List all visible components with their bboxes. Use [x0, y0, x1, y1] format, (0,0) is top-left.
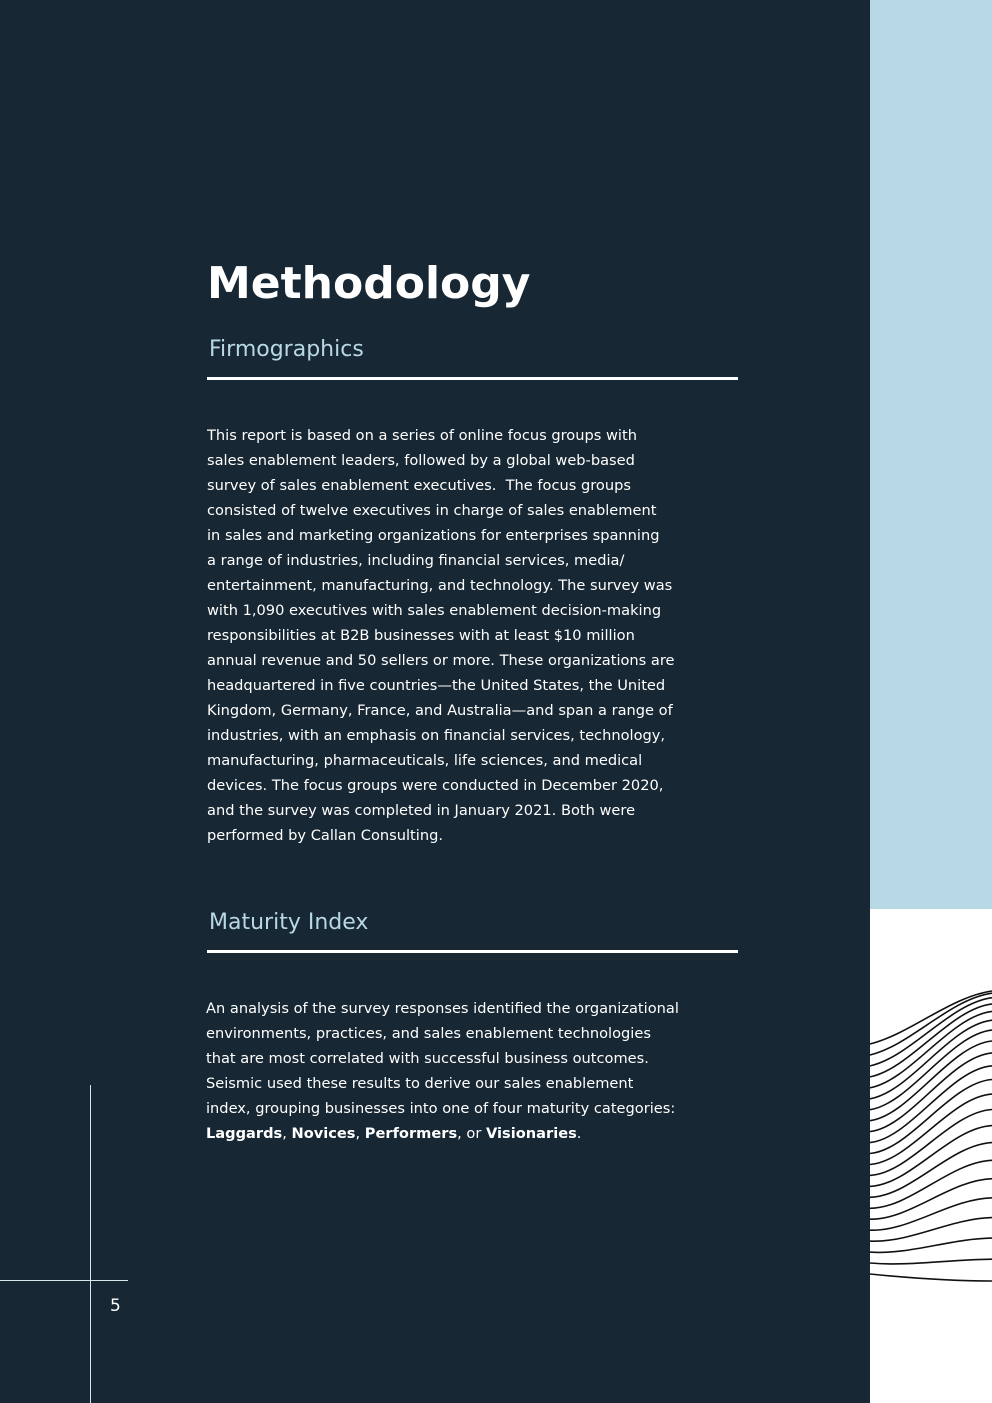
wave-line — [870, 1160, 992, 1208]
text-line: manufacturing, pharmaceuticals, life sciences, and medical — [207, 752, 643, 769]
text-line: sales enablement leaders, followed by a global web-based — [207, 452, 635, 469]
text-line: devices. The focus groups were conducted in December 2020, — [207, 777, 664, 794]
firmographics-paragraph — [207, 423, 717, 848]
separator: , — [355, 1125, 365, 1142]
vertical-guide-line — [90, 1085, 91, 1403]
text-line: survey of sales enablement executives. The focus groups — [207, 477, 631, 494]
text-line: entertainment, manufacturing, and technology. The survey was — [207, 577, 673, 594]
sentence-end: . — [576, 1125, 582, 1142]
wave-lines-graphic — [870, 909, 992, 1403]
separator: , — [282, 1125, 292, 1142]
wave-line — [870, 1259, 992, 1264]
section-divider — [207, 950, 738, 953]
text-line: consisted of twelve executives in charge of sales enablement — [207, 502, 657, 519]
horizontal-guide-line — [0, 1280, 128, 1281]
side-accent-panel — [870, 0, 992, 909]
wave-line — [870, 998, 992, 1066]
wave-line — [870, 1066, 992, 1143]
maturity-index-paragraph — [206, 996, 726, 1146]
category-visionaries: Visionaries — [486, 1125, 577, 1142]
text-line: This report is based on a series of online focus groups with — [207, 427, 637, 444]
text-line: An analysis of the survey responses identified the organizational — [206, 1000, 679, 1017]
page-number: 5 — [110, 1296, 121, 1316]
text-line: responsibilities at B2B businesses with at least $10 million — [207, 627, 635, 644]
category-laggards: Laggards — [206, 1125, 283, 1142]
text-line: with 1,090 executives with sales enablement decision-making — [207, 602, 662, 619]
maturity-index-heading: Maturity Index — [209, 910, 369, 935]
text-line: that are most correlated with successful business outcomes. — [206, 1050, 649, 1067]
text-line: and the survey was completed in January 2021. Both were — [207, 802, 636, 819]
wave-line — [870, 1110, 992, 1176]
text-line: headquartered in five countries—the United States, the United — [207, 677, 666, 694]
text-line: industries, with an emphasis on financial services, technology, — [207, 727, 666, 744]
category-novices: Novices — [291, 1125, 356, 1142]
separator: , or — [457, 1125, 486, 1142]
text-line: index, grouping businesses into one of four maturity categories: — [206, 1100, 676, 1117]
text-line: annual revenue and 50 sellers or more. These organizations are — [207, 652, 675, 669]
wave-line — [870, 1198, 992, 1230]
wave-line — [870, 1274, 992, 1281]
text-line: Kingdom, Germany, France, and Australia—and span a range of — [207, 702, 673, 719]
text-line: a range of industries, including financial services, media/ — [207, 552, 625, 569]
section-divider — [207, 377, 738, 380]
firmographics-heading: Firmographics — [209, 337, 364, 362]
text-line: environments, practices, and sales enablement technologies — [206, 1025, 651, 1042]
text-line: in sales and marketing organizations for enterprises spanning — [207, 527, 660, 544]
text-line: Seismic used these results to derive our sales enablement — [206, 1075, 634, 1092]
page-title: Methodology — [207, 258, 531, 309]
wave-line — [870, 1126, 992, 1187]
decorative-wave-panel — [870, 909, 992, 1403]
text-line: performed by Callan Consulting. — [207, 827, 443, 844]
category-performers: Performers — [364, 1125, 458, 1142]
